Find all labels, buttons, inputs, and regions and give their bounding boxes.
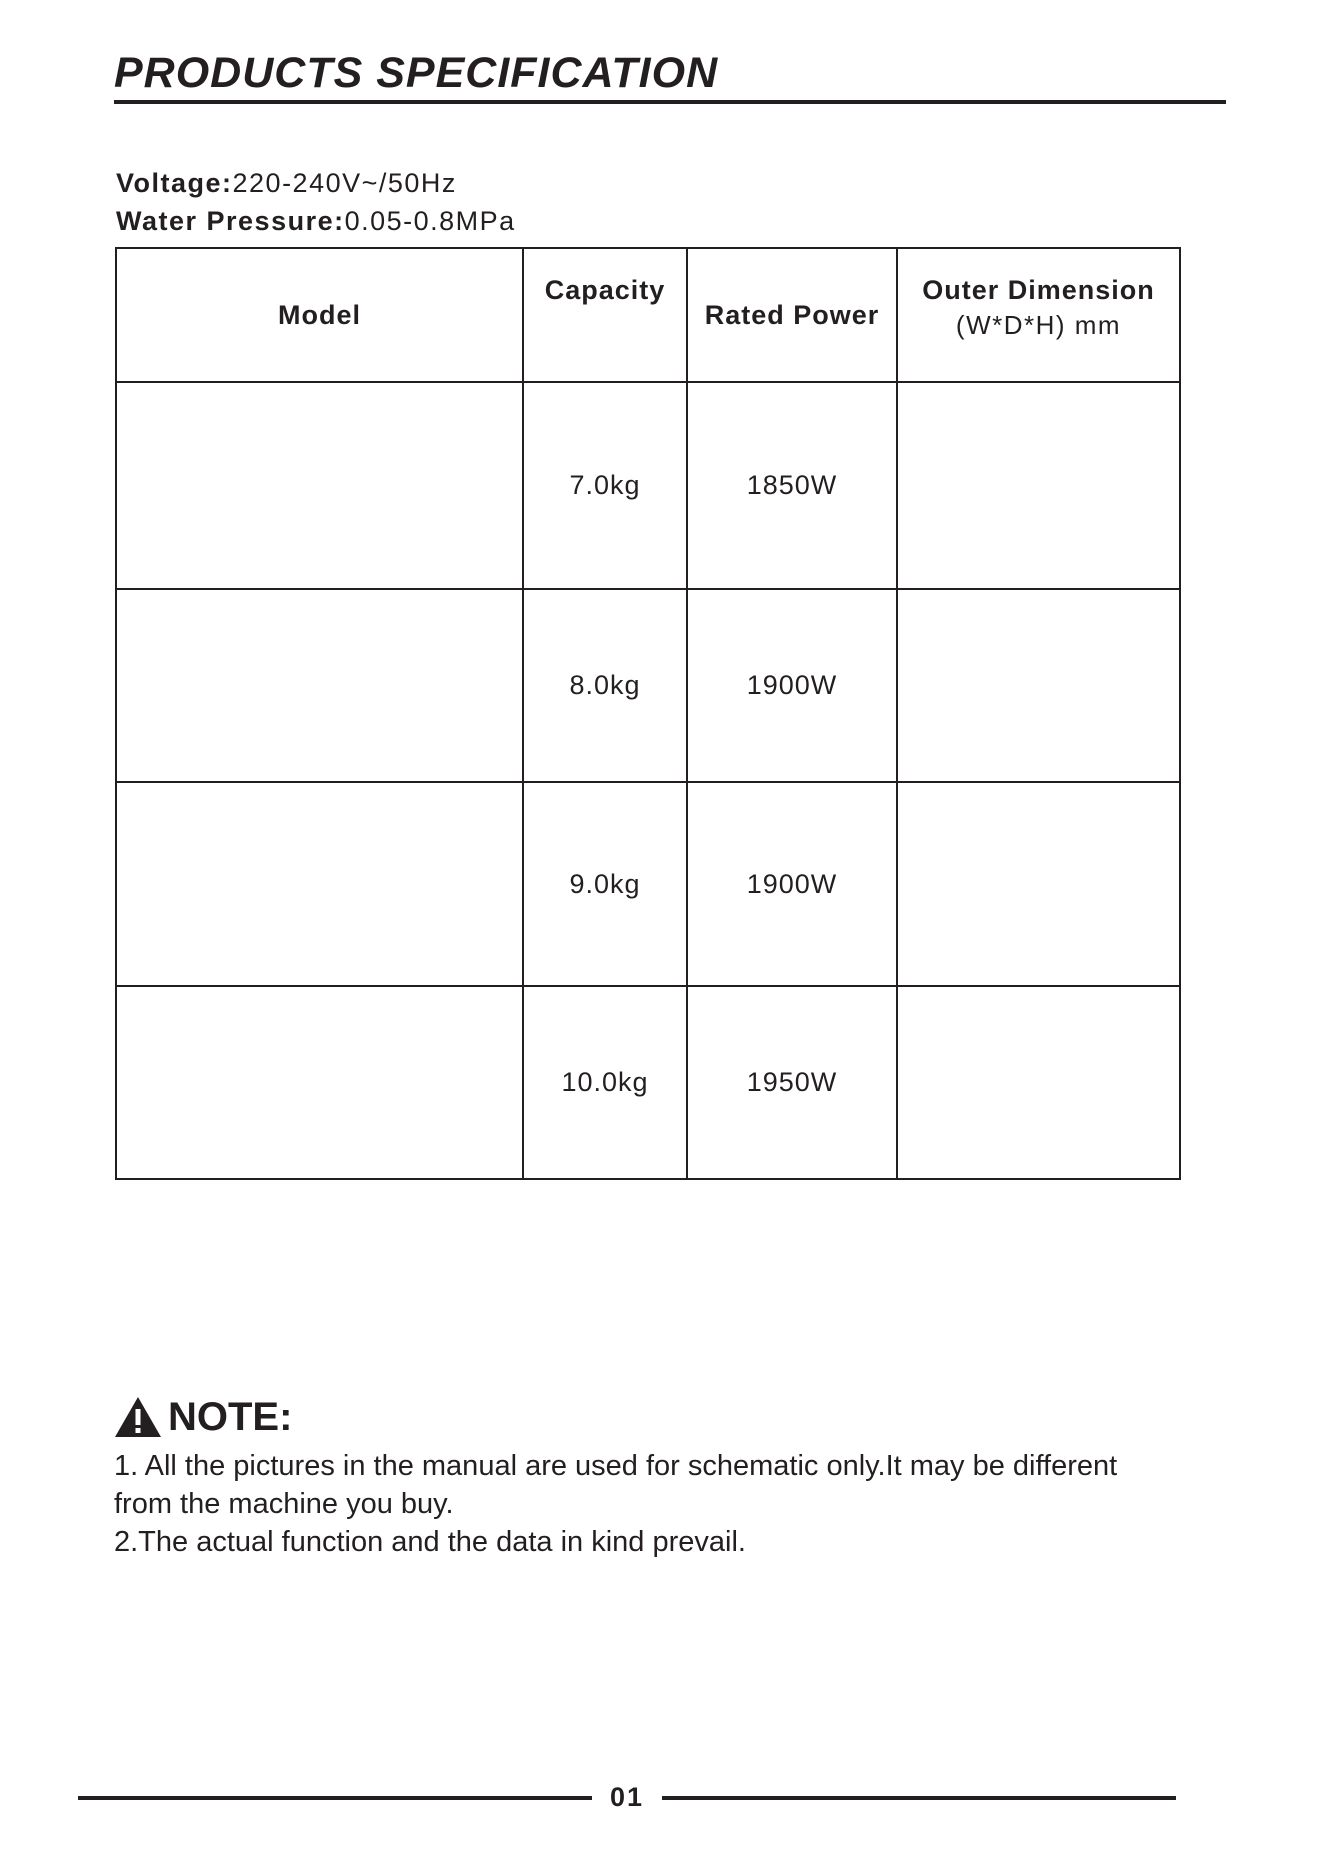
header-outer-dimension [897, 248, 1180, 382]
table-row [116, 382, 1180, 589]
capacity-cell: 8.0kg [523, 589, 687, 782]
model-cell [116, 589, 523, 782]
capacity-cell: 9.0kg [523, 782, 687, 986]
water-pressure-spec [116, 208, 516, 235]
dimension-cell [897, 986, 1180, 1179]
header-outer-dimension-label: Outer Dimension [922, 275, 1155, 305]
rated-power-cell: 1900W [687, 589, 897, 782]
header-dimension-unit: (W*D*H) mm [955, 310, 1122, 340]
dimension-cell [897, 589, 1180, 782]
voltage-value: 220-240V~/50Hz [232, 168, 457, 198]
table-header-row [116, 248, 1180, 382]
note-line: 1. All the pictures in the manual are used for schematic only.It may be different [114, 1450, 1118, 1482]
voltage-label: Voltage: [116, 168, 233, 198]
header-capacity: Capacity [523, 248, 687, 382]
model-cell [116, 782, 523, 986]
note-heading [114, 1396, 292, 1438]
table-row [116, 782, 1180, 986]
rated-power-cell: 1900W [687, 782, 897, 986]
footer-rule-left [78, 1796, 592, 1800]
table-row [116, 986, 1180, 1179]
footer-rule-right [662, 1796, 1176, 1800]
water-pressure-value: 0.05-0.8MPa [344, 206, 516, 236]
voltage-spec [116, 170, 457, 197]
rated-power-cell: 1950W [687, 986, 897, 1179]
warning-triangle-icon [114, 1396, 162, 1438]
capacity-cell: 7.0kg [523, 382, 687, 589]
page-number: 01 [609, 1782, 645, 1812]
page-title: PRODUCTS SPECIFICATION [114, 49, 719, 97]
note-heading-text: NOTE: [168, 1395, 293, 1439]
header-model: Model [116, 248, 523, 382]
note-line: 2.The actual function and the data in kind prevail. [114, 1526, 746, 1558]
dimension-cell [897, 782, 1180, 986]
header-rated-power: Rated Power [687, 248, 897, 382]
table-row [116, 589, 1180, 782]
specification-table [115, 247, 1181, 1180]
note-line: from the machine you buy. [114, 1488, 454, 1520]
model-cell [116, 382, 523, 589]
title-underline [114, 100, 1226, 104]
dimension-cell [897, 382, 1180, 589]
rated-power-cell: 1850W [687, 382, 897, 589]
model-cell [116, 986, 523, 1179]
water-pressure-label: Water Pressure: [116, 206, 345, 236]
capacity-cell: 10.0kg [523, 986, 687, 1179]
